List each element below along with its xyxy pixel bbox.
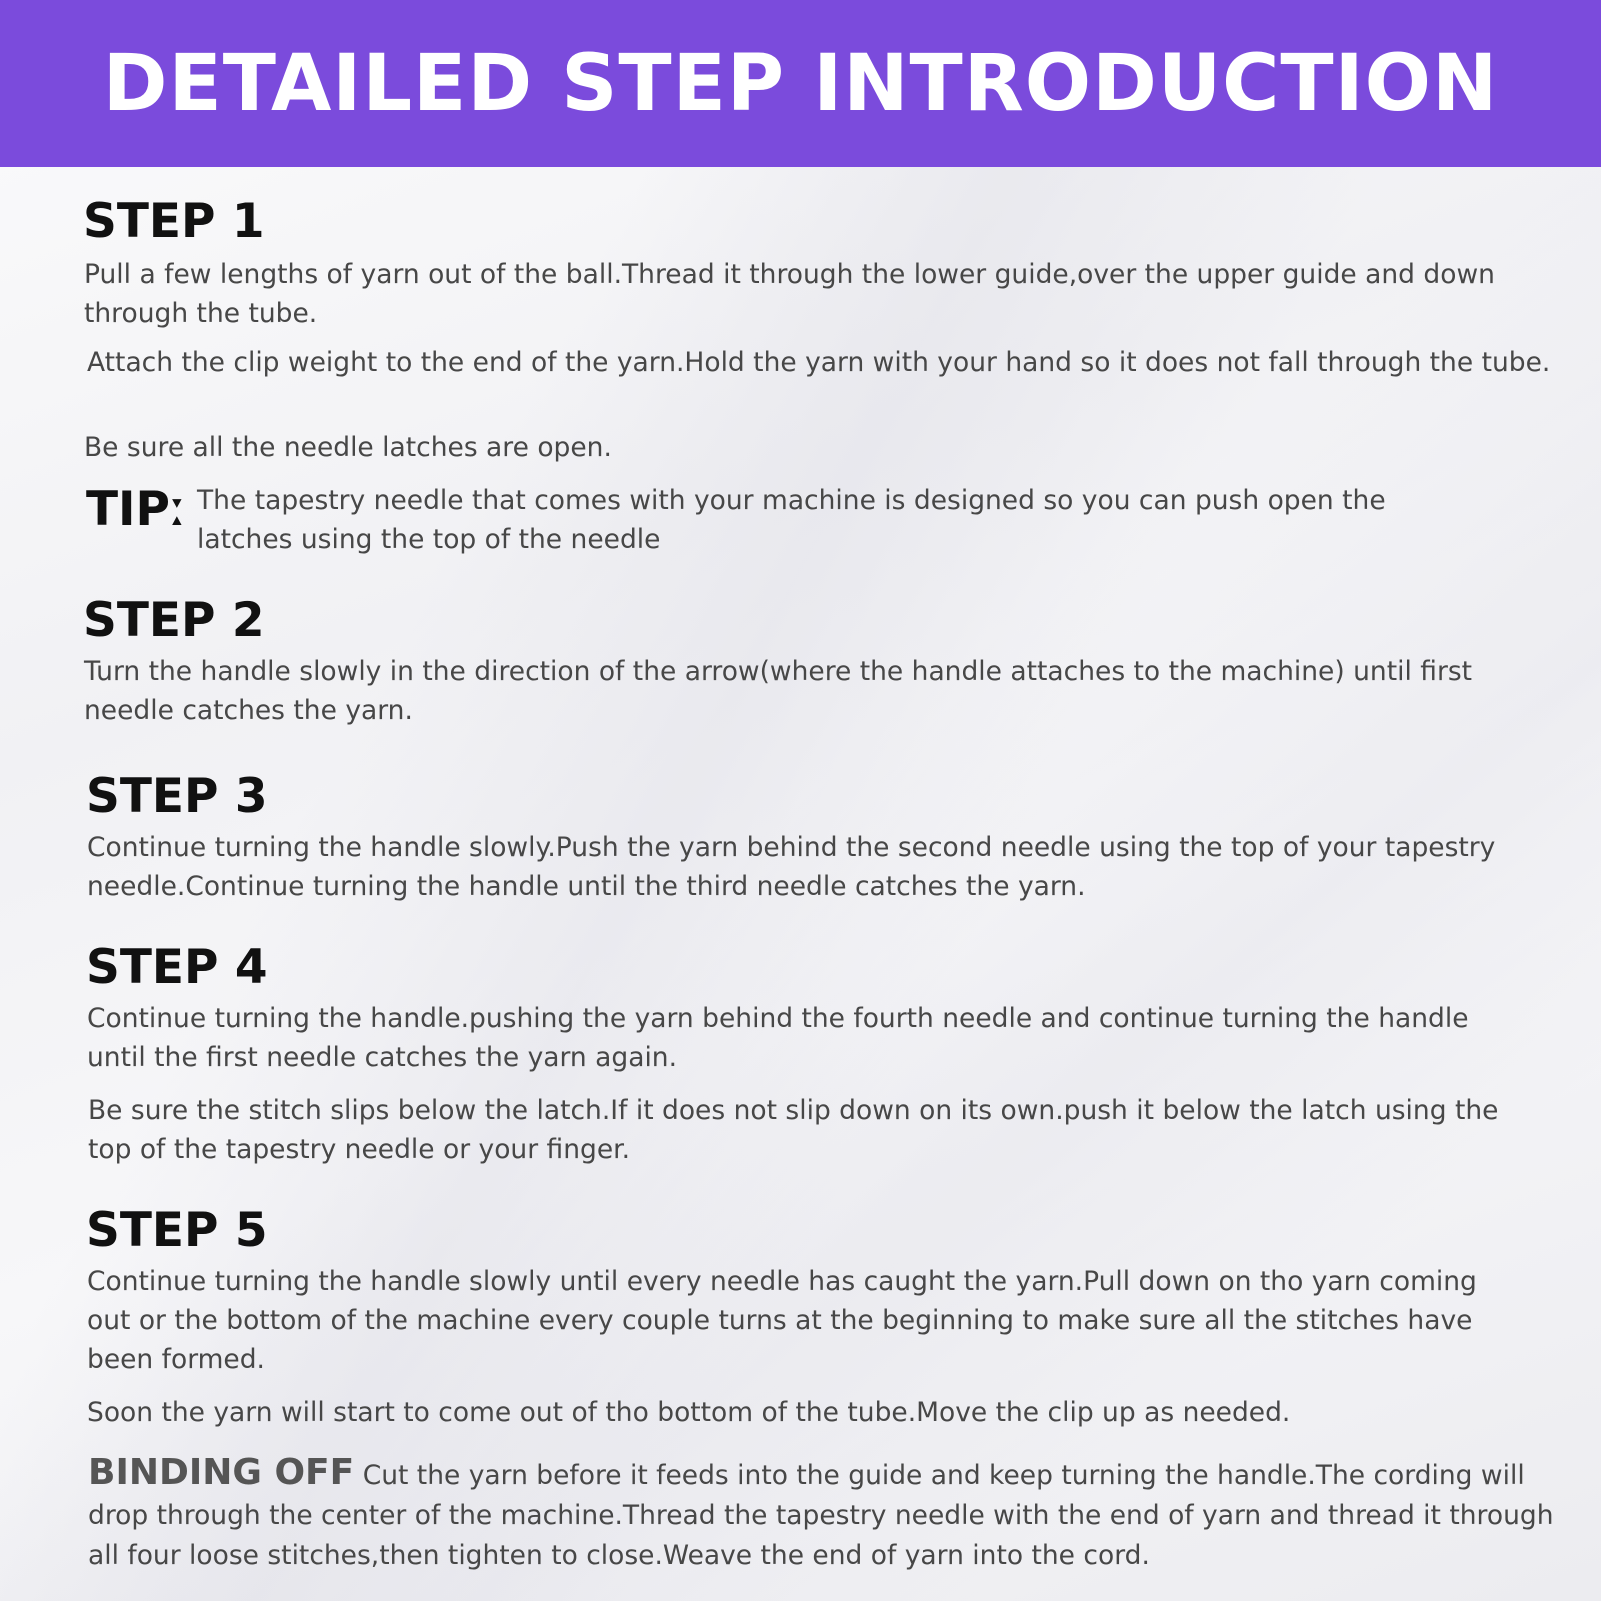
binding-off-label: BINDING OFF — [88, 1452, 355, 1493]
step-3-title: STEP 3 — [86, 769, 268, 824]
binding-off-text: Cut the yarn before it feeds into the guide and keep turning the handle.The cording will drop through the center of the machine.Thread the tapestry needle with the end of yarn and thread it through all four loose stitches,then tighten to close.Weave the end of yarn into the cord. — [88, 1460, 1554, 1571]
step-3-paragraph-1: Continue turning the handle slowly.Push the yarn behind the second needle using the top of your tapestry needle.Continue turning the handle until the third needle catches the yarn. — [87, 832, 1496, 902]
step-4-paragraph-2: Be sure the stitch slips below the latch.If it does not slip down on its own.push it below the latch using the top of the tapestry needle or your finger. — [88, 1095, 1499, 1165]
step-5-title: STEP 5 — [86, 1203, 268, 1258]
step-5-paragraph-1: Continue turning the handle slowly until every needle has caught the yarn.Pull down on tho yarn coming out or the bottom of the machine every couple turns at the beginning to make sure all the stitches have been formed. — [87, 1266, 1477, 1375]
step-2-paragraph-1: Turn the handle slowly in the direction of the arrow(where the handle attaches to the machine) until first needle catches the yarn. — [84, 656, 1473, 726]
step-1-paragraph-3: Be sure all the needle latches are open. — [84, 432, 612, 463]
step-5-paragraph-2: Soon the yarn will start to come out of tho bottom of the tube.Move the clip up as needed. — [87, 1397, 1291, 1428]
step-4-title: STEP 4 — [86, 940, 268, 995]
step-2-title: STEP 2 — [83, 593, 265, 648]
header-banner — [0, 0, 1601, 167]
page-title: DETAILED STEP INTRODUCTION — [102, 38, 1499, 129]
step-1-paragraph-1: Pull a few lengths of yarn out of the ball.Thread it through the lower guide,over the upper guide and down through the tube. — [84, 259, 1495, 329]
tip-text: The tapestry needle that comes with your machine is designed so you can push open the latches using the top of the needle — [197, 485, 1386, 555]
step-4-paragraph-1: Continue turning the handle.pushing the yarn behind the fourth needle and continue turning the handle until the first needle catches the yarn again. — [87, 1003, 1469, 1073]
binding-off-section — [88, 1453, 1588, 1576]
step-1-paragraph-2: Attach the clip weight to the end of the yarn.Hold the yarn with your hand so it does not fall through the tube. — [87, 347, 1551, 378]
step-1-title: STEP 1 — [83, 194, 265, 249]
tip-label: TIPː — [86, 482, 186, 537]
